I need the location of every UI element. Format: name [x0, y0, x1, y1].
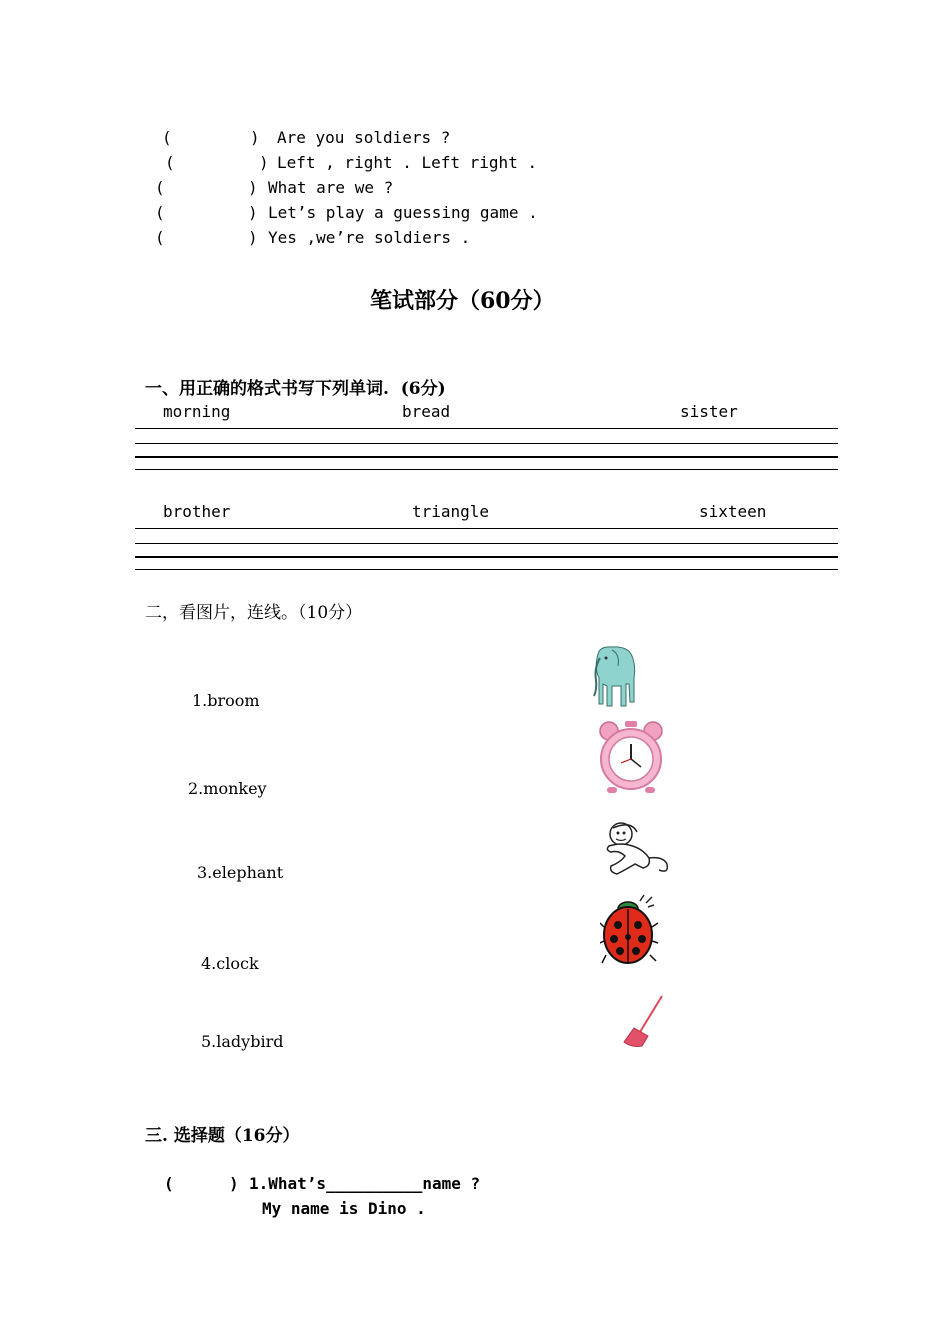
match-item-broom: 1.broom [192, 691, 260, 710]
section2-heading: 二，看图片，连线。（10分） [145, 603, 363, 623]
paren-close: ) [250, 128, 260, 147]
writing-line [135, 528, 838, 529]
ladybird-icon [600, 893, 666, 971]
match-item-monkey: 2.monkey [188, 779, 267, 798]
paren-open: ( [155, 203, 165, 222]
listening-line-4: Let’s play a guessing game . [268, 203, 538, 222]
question-1-answer: My name is Dino . [262, 1199, 426, 1218]
writing-line [135, 456, 838, 458]
clock-icon [597, 719, 665, 795]
word-sister: sister [680, 402, 738, 421]
paren-open: ( [164, 1174, 174, 1193]
paren-close: ) [248, 228, 258, 247]
match-item-clock: 4.clock [201, 954, 259, 973]
written-part-title: 笔试部分（60分） [370, 288, 555, 314]
word-sixteen: sixteen [699, 502, 767, 521]
broom-icon [620, 994, 666, 1050]
paren-close: ) [229, 1174, 239, 1193]
writing-line [135, 428, 838, 429]
word-bread: bread [402, 402, 451, 421]
question-1: 1.What’s__________name ? [249, 1174, 481, 1193]
match-item-elephant: 3.elephant [197, 863, 284, 882]
writing-line [135, 543, 838, 544]
paren-open: ( [165, 153, 175, 172]
paren-close: ) [259, 153, 269, 172]
listening-line-3: What are we ? [268, 178, 394, 197]
elephant-icon [590, 644, 638, 710]
word-morning: morning [163, 402, 231, 421]
listening-line-5: Yes ,we’re soldiers . [268, 228, 471, 247]
section1-heading: 一、用正确的格式书写下列单词. (6分) [145, 379, 446, 399]
paren-close: ) [248, 178, 258, 197]
writing-line [135, 569, 838, 570]
paren-open: ( [155, 178, 165, 197]
paren-open: ( [155, 228, 165, 247]
word-brother: brother [163, 502, 231, 521]
word-triangle: triangle [412, 502, 490, 521]
writing-line [135, 443, 838, 444]
paren-open: ( [162, 128, 172, 147]
listening-line-2: Left , right . Left right . [277, 153, 538, 172]
section3-heading: 三. 选择题（16分） [145, 1126, 300, 1146]
writing-line [135, 556, 838, 558]
paren-close: ) [248, 203, 258, 222]
writing-line [135, 469, 838, 470]
monkey-icon [601, 820, 673, 880]
listening-line-1: Are you soldiers ? [277, 128, 451, 147]
match-item-ladybird: 5.ladybird [201, 1032, 284, 1051]
